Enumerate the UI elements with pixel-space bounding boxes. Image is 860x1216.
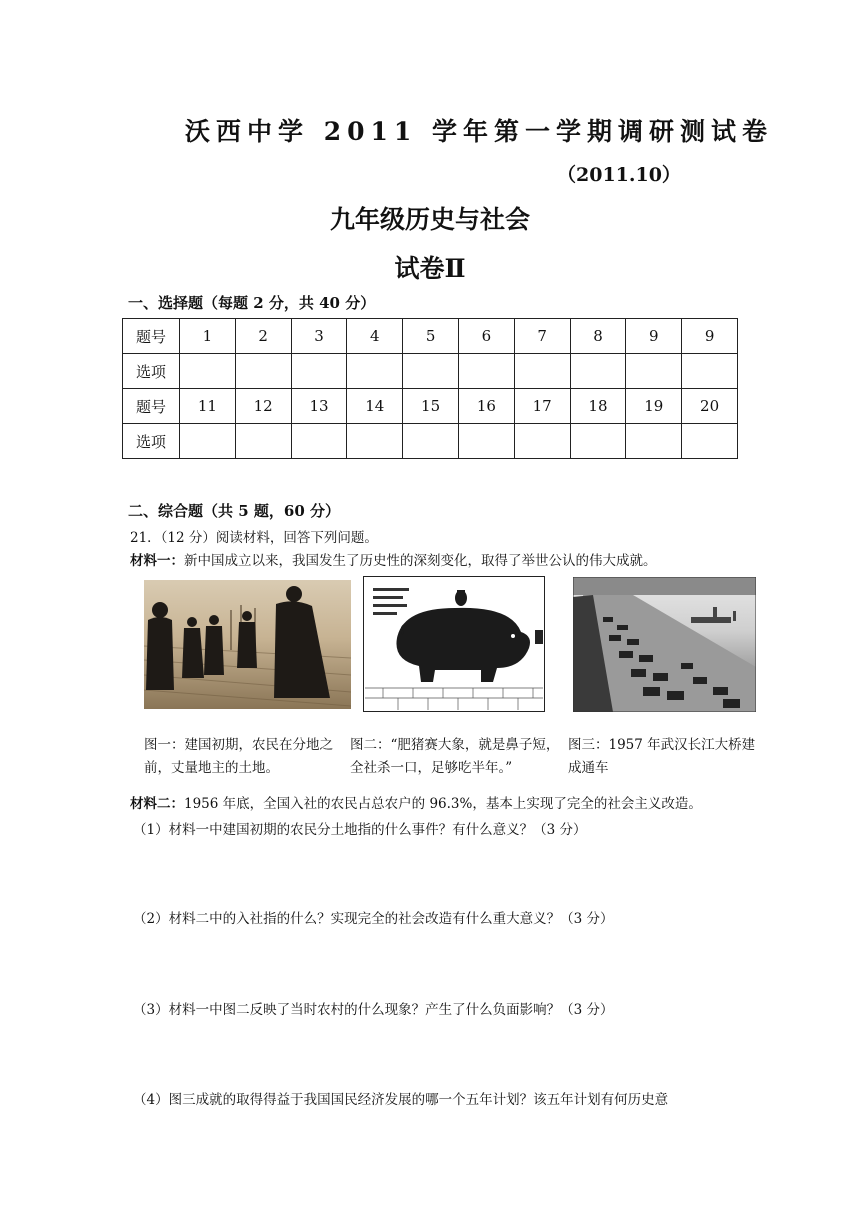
photo-wuhan-bridge bbox=[573, 577, 756, 712]
answer-cell[interactable] bbox=[570, 354, 626, 389]
question-number: 7 bbox=[514, 319, 570, 354]
answer-cell[interactable] bbox=[235, 424, 291, 459]
material-2-text: 1956 年底，全国入社的农民占总农户的 96.3%，基本上实现了完全的社会主义改造。 bbox=[184, 796, 702, 812]
table-row bbox=[123, 319, 738, 354]
answer-cell[interactable] bbox=[514, 424, 570, 459]
answer-cell[interactable] bbox=[347, 354, 403, 389]
question-number: 3 bbox=[291, 319, 347, 354]
answer-grid bbox=[122, 318, 738, 459]
question-number: 19 bbox=[626, 389, 682, 424]
table-row bbox=[123, 424, 738, 459]
question-number: 1 bbox=[180, 319, 236, 354]
photo-land-measuring bbox=[144, 580, 351, 709]
table-row bbox=[123, 354, 738, 389]
question-21-4: （4）图三成就的取得得益于我国国民经济发展的哪一个五年计划？该五年计划有何历史意 bbox=[133, 1092, 669, 1108]
paper-title: 试卷Ⅱ bbox=[394, 254, 466, 283]
caption-figure-3: 图三：1957 年武汉长江大桥建成通车 bbox=[568, 737, 756, 776]
question-21-intro: 21．（12 分）阅读材料，回答下列问题。 bbox=[130, 530, 378, 546]
material-1-label: 材料一： bbox=[130, 553, 184, 569]
material-2-label: 材料二： bbox=[130, 796, 184, 812]
answer-cell[interactable] bbox=[291, 424, 347, 459]
answer-cell[interactable] bbox=[347, 424, 403, 459]
section2-heading: 二、综合题（共 5 题，60 分） bbox=[128, 502, 340, 520]
question-number: 12 bbox=[235, 389, 291, 424]
answer-cell[interactable] bbox=[570, 424, 626, 459]
answer-cell[interactable] bbox=[180, 424, 236, 459]
exam-date: （2011.10） bbox=[557, 164, 681, 186]
answer-cell[interactable] bbox=[682, 424, 738, 459]
row-label-number: 题号 bbox=[123, 389, 180, 424]
exam-title: 沃西中学 2011 学年第一学期调研测试卷 bbox=[185, 117, 773, 146]
answer-cell[interactable] bbox=[626, 424, 682, 459]
answer-cell[interactable] bbox=[682, 354, 738, 389]
question-number: 9 bbox=[626, 319, 682, 354]
caption-figure-1: 图一：建国初期，农民在分地之前，丈量地主的土地。 bbox=[144, 737, 333, 776]
section1-heading: 一、选择题（每题 2 分，共 40 分） bbox=[128, 294, 376, 312]
question-number: 11 bbox=[180, 389, 236, 424]
question-number: 17 bbox=[514, 389, 570, 424]
material-2 bbox=[130, 792, 702, 812]
question-number: 20 bbox=[682, 389, 738, 424]
question-number: 4 bbox=[347, 319, 403, 354]
question-21-3: （3）材料一中图二反映了当时农村的什么现象？产生了什么负面影响？（3 分） bbox=[133, 1002, 614, 1018]
question-number: 5 bbox=[403, 319, 459, 354]
answer-cell[interactable] bbox=[235, 354, 291, 389]
answer-cell[interactable] bbox=[180, 354, 236, 389]
question-21-1: （1）材料一中建国初期的农民分土地指的什么事件？有什么意义？（3 分） bbox=[133, 822, 587, 838]
row-label-answer: 选项 bbox=[123, 424, 180, 459]
row-label-answer: 选项 bbox=[123, 354, 180, 389]
row-label-number: 题号 bbox=[123, 319, 180, 354]
question-number: 16 bbox=[458, 389, 514, 424]
caption-figure-2: 图二：“肥猪赛大象，就是鼻子短，全社杀一口，足够吃半年。” bbox=[350, 737, 560, 776]
material-1-text: 新中国成立以来，我国发生了历史性的深刻变化，取得了举世公认的伟大成就。 bbox=[184, 553, 657, 569]
question-number: 13 bbox=[291, 389, 347, 424]
answer-cell[interactable] bbox=[403, 424, 459, 459]
question-number: 8 bbox=[570, 319, 626, 354]
answer-cell[interactable] bbox=[458, 354, 514, 389]
subject-title: 九年级历史与社会 bbox=[329, 205, 530, 234]
answer-cell[interactable] bbox=[514, 354, 570, 389]
question-number: 2 bbox=[235, 319, 291, 354]
question-number: 15 bbox=[403, 389, 459, 424]
answer-cell[interactable] bbox=[458, 424, 514, 459]
material-1 bbox=[130, 549, 657, 569]
question-21-2: （2）材料二中的入社指的什么？实现完全的社会改造有什么重大意义？（3 分） bbox=[133, 911, 614, 927]
answer-cell[interactable] bbox=[626, 354, 682, 389]
table-row bbox=[123, 389, 738, 424]
question-number: 14 bbox=[347, 389, 403, 424]
question-number: 6 bbox=[458, 319, 514, 354]
question-number: 18 bbox=[570, 389, 626, 424]
question-number: 9 bbox=[682, 319, 738, 354]
cartoon-pig-elephant bbox=[363, 576, 545, 712]
answer-cell[interactable] bbox=[403, 354, 459, 389]
answer-cell[interactable] bbox=[291, 354, 347, 389]
